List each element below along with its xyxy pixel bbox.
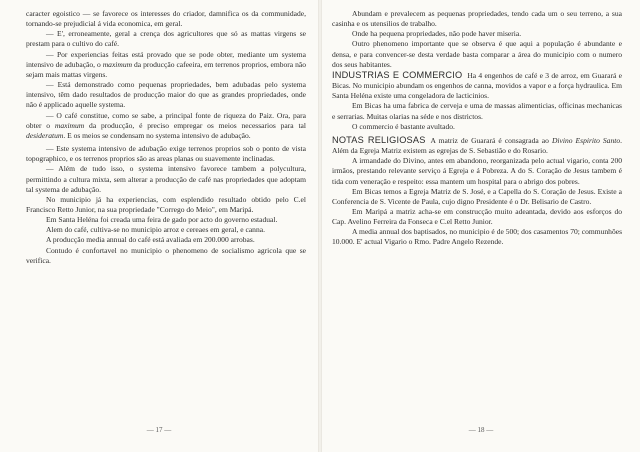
paragraph: — Está demonstrado como pequenas propriedades, bem adubadas pelo systema intensivo, têm dado resultados de producção maior do que as grandes propriedades, onde não é applicado aquelle systema. [26,80,306,110]
paragraph: caracter egoistico — se favorece os interesses do criador, damnifica os da communidade, tornando-se prejudicial á vida economica, em geral. [26,9,306,29]
text-run: — O café constitue, como se sabe, a principal fonte de riqueza do Paiz. Ora, para obter o [26,110,306,130]
paragraph: Onde ha pequena propriedades, não pode haver miseria. [352,29,522,39]
text-run: — Por experiencias feitas está provado que se pode obter, mediante um systema intensivo de adubação, o [26,49,306,69]
text-run: Ha 4 engenhos de café e 3 de arroz, em Guarará e Bicas. No municipio abundam os engenhos de canna, movidos a vapor e a força hydraulica. Em Santa Heléna existe uma congeladora de lacticinios. [332,70,622,101]
text-run: A matriz de Guarará é consagrada ao [430,135,552,145]
page-18 [322,0,640,452]
page-17 [0,0,318,452]
paragraph: — Além de tudo isso, o systema intensivo favorece tambem a polycultura, permittindo a cultura mixta, sem alterar a producção de café nas propriedades que adoptam tal systema de adubação. [26,164,306,194]
paragraph [26,111,306,141]
page-17-text [26,9,306,266]
italic-term: Divino Espirito Santo [551,135,621,145]
italic-term: desideratum [26,130,64,140]
paragraph: A producção media annual do café está avaliada em 200.000 arrobas. [46,235,255,245]
paragraph [332,135,622,156]
paragraph: Em Bicas ha uma fabrica de cerveja e uma de massas alimenticias, officinas mechanicas e serrarias. Muitas olarias na séde e nos districtos. [332,101,622,121]
paragraph [332,70,622,101]
section-heading: NOTAS RELIGIOSAS [332,134,426,145]
section-heading: INDUSTRIAS E COMMERCIO [332,69,463,80]
text-run: . Além da Egreja Matriz existem as egrejas de S. Sebastião e do Rosario. [332,135,622,156]
italic-term: maximum [54,120,85,130]
paragraph: Em Maripá a matriz acha-se em construcção muito adeantada, devido aos esforços do Cap. Avelino Ferreira da Fonseca e C.el Retto Junior. [332,206,622,227]
paragraph: Contudo é confortavel no municipio o phenomeno de socialismo agricola que se verifica. [26,245,306,265]
paragraph: Em Santa Heléna foi creada uma feira de gado por acto do governo estadual. [46,215,278,225]
paragraph: Alem do café, cultiva-se no municipio arroz e cereaes em geral, e canna. [46,225,265,235]
text-run: . E os meios se condensam no systema intensivo de adubação. [63,130,251,140]
italic-term: maximum [102,59,133,69]
text-run: da producção, é preciso empregar os meios necessarios para tal [84,120,306,130]
paragraph: A irmandade do Divino, antes em abandono, reorganizada pelo actual vigario, conta 200 irmãos, prestando relevante serviço á Egreja e á Pobreza. A do S. Coração de Jesus tambem é tida com veneração e respeito: essa mantem um hospital para o abrigo dos pobres. [332,156,622,186]
paragraph: Em Bicas temos a Egreja Matriz de S. José, e a Capella do S. Coração de Jesus. Existe a Conferencia de S. Vicente de Paula, cujo digno Presidente é o Dr. Belisario de Castro. [332,186,622,206]
paragraph: A media annual dos baptisados, no municipio é de 500; dos casamentos 70; communhões 10.000. E' actual Vigario o Rmo. Padre Angelo Rezende. [332,227,622,247]
paragraph [26,50,306,80]
page-18-text [332,9,622,248]
page-number: — 17 — [146,426,172,434]
paragraph: — Este systema intensivo de adubação exige terrenos proprios sob o ponto de vista topographico, e os terrenos proprios são as areas planas ou suavemente inclinadas. [26,144,306,164]
paragraph: No municipio já ha experiencias, com esplendido resultado obtido pelo C.el Francisco Retto Junior, na sua propriedade "Corrego do Meio", em Maripá. [26,194,306,214]
paragraph: Abundam e prevalecem as pequenas propriedades, tendo cada um o seu terreno, a sua casinha e os utensilios de trabalho. [332,9,622,29]
paragraph: O commercio é bastante avultado. [352,121,455,131]
paragraph: Outro phenomeno importante que se observa é que aqui a população é abundante e densa, e para convencer-se desta verdade basta comparar a área do municipio com o numero dos seus habitantes. [332,39,622,69]
text-run: da producção cafeeira, em terrenos proprios, embora não sejam mais mattas virgens. [26,59,306,79]
page-number: — 18 — [468,426,494,434]
paragraph: — E', erroneamente, geral a crença dos agricultores que só as mattas virgens se prestam para o cultivo do café. [26,29,306,49]
